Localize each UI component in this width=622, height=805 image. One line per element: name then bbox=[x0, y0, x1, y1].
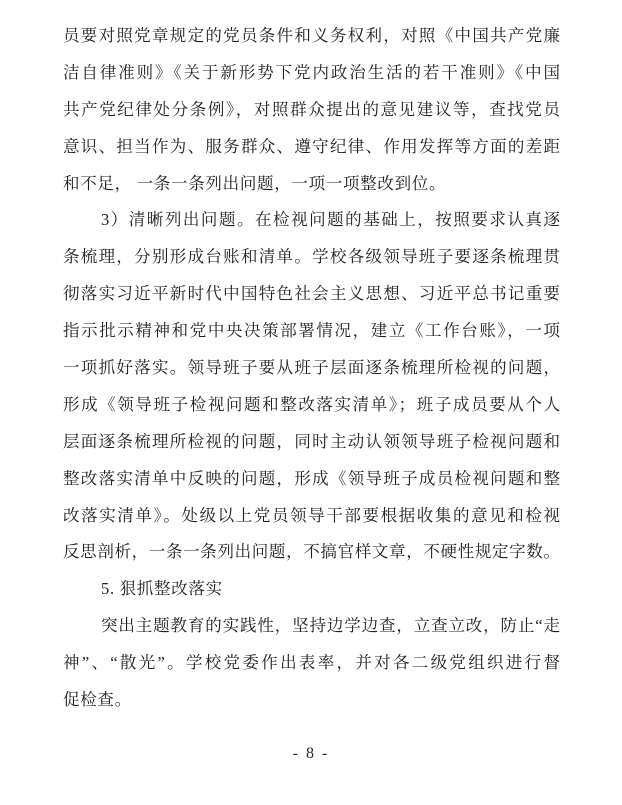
document-line: 共产党纪律处分条例》，对照群众提出的意见建议等，查找党员 bbox=[63, 99, 560, 119]
document-line: 5. 狠抓整改落实 bbox=[101, 579, 223, 599]
document-line: 神”、“散光”。学校党委作出表率，并对各二级党组织进行督 bbox=[63, 653, 560, 673]
document-body bbox=[63, 18, 560, 719]
document-line: 意识、担当作为、服务群众、遵守纪律、作用发挥等方面的差距 bbox=[63, 136, 560, 156]
document-line: 员要对照党章规定的党员条件和义务权利，对照《中国共产党廉 bbox=[63, 26, 560, 45]
document-line: 和不足， 一条一条列出问题，一项一项整改到位。 bbox=[63, 173, 447, 193]
page-footer bbox=[0, 745, 622, 763]
document-line: 一项抓好落实。领导班子要从班子层面逐条梳理所检视的问题， bbox=[63, 358, 560, 378]
document-line: 洁自律准则》《关于新形势下党内政治生活的若干准则》《中国 bbox=[63, 62, 560, 82]
document-line: 条梳理，分别形成台账和清单。学校各级领导班子要逐条梳理贯 bbox=[63, 247, 560, 267]
document-line: 反思剖析，一条一条列出问题，不搞官样文章，不硬性规定字数。 bbox=[63, 542, 560, 562]
document-line: 改落实清单》。处级以上党员领导干部要根据收集的意见和检视 bbox=[63, 505, 560, 525]
document-line: 指示批示精神和党中央决策部署情况，建立《工作台账》，一项 bbox=[63, 321, 560, 341]
document-line: 促检查。 bbox=[63, 690, 132, 710]
document-line: 整改落实清单中反映的问题，形成《领导班子成员检视问题和整 bbox=[63, 468, 560, 488]
document-line: 3）清晰列出问题。在检视问题的基础上，按照要求认真逐 bbox=[101, 210, 560, 230]
page-number: - 8 - bbox=[292, 745, 330, 762]
document-line: 层面逐条梳理所检视的问题，同时主动认领领导班子检视问题和 bbox=[63, 431, 560, 451]
document-line: 突出主题教育的实践性，坚持边学边查，立查立改，防止“走 bbox=[101, 616, 560, 636]
document-line: 彻落实习近平新时代中国特色社会主义思想、习近平总书记重要 bbox=[63, 284, 560, 304]
document-line: 形成《领导班子检视问题和整改落实清单》；班子成员要从个人 bbox=[63, 394, 560, 414]
